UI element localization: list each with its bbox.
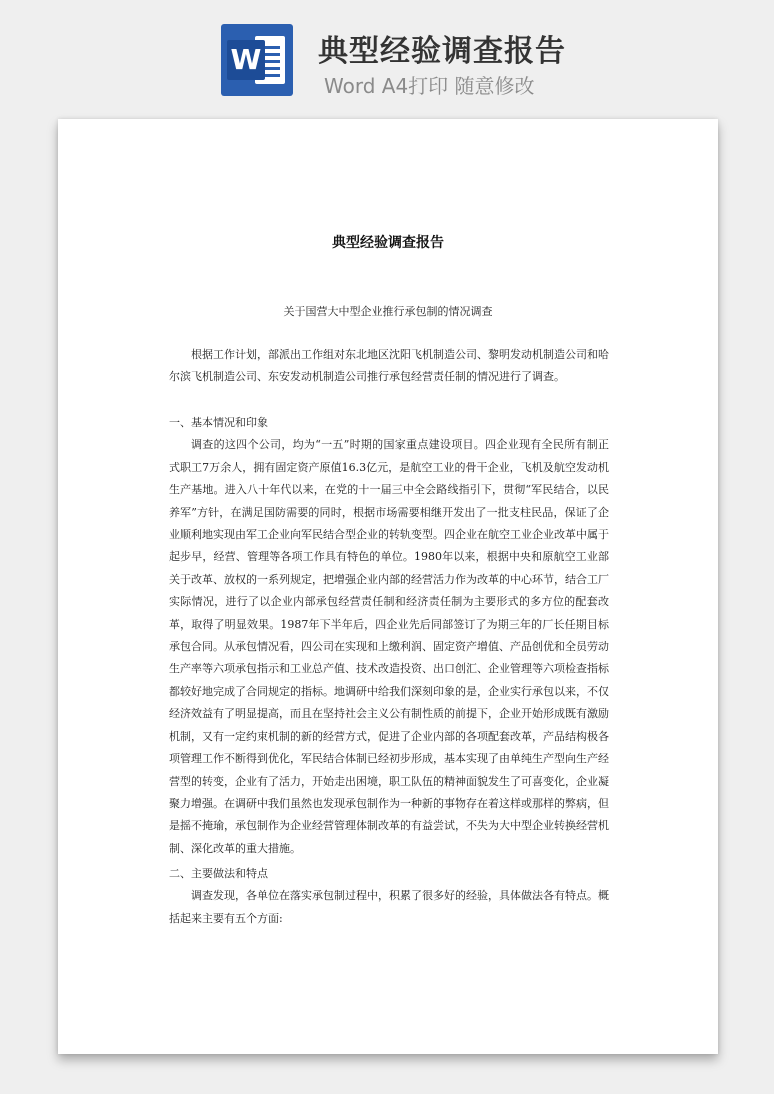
word-letter: W — [230, 43, 262, 76]
header-banner — [0, 0, 774, 112]
document-subtitle: 关于国营大中型企业推行承包制的情况调查 — [283, 305, 493, 318]
intro-paragraph: 根据工作计划，部派出工作组对东北地区沈阳飞机制造公司、黎明发动机制造公司和哈尔滨飞机制造公司、东安发动机制造公司推行承包经营责任制的情况进行了调查。 — [169, 348, 609, 384]
document-page — [58, 119, 718, 1054]
section-1 — [169, 412, 609, 860]
banner-title: 典型经验调查报告 — [318, 34, 566, 69]
section-1-heading: 一、基本情况和印象 — [169, 416, 268, 429]
section-1-paragraph: 调查的这四个公司，均为“一五”时期的国家重点建设项目。四企业现有全民所有制正式职工7万余人，拥有固定资产原值16.3亿元，是航空工业的骨干企业，飞机及航空发动机生产基地。进入八十年代以来，在党的十一届三中全会路线指引下，贯彻“军民结合，以民养军”方针，在满足国防需要的同时，根据市场需要相继开发出了一批支柱民品，保证了企业顺利地实现由军工企业向军民结合型企业的转轨变型。四企业在航空工业企业改革中属于起步早，经营、管理等各项工作具有特色的单位。1980年以来，根据中央和原航空工业部关于改革、放权的一系列规定，把增强企业内部的经营活力作为改革的中心环节，结合工厂实际情况，进行了以企业内部承包经营责任制和经济责任制为主要形式的多方位的配套改革，取得了明显效果。1987年下半年后，四企业先后同部签订了为期三年的厂长任期目标承包合同。从承包情况看，四公司在实现和上缴利润、固定资产增值、产品创优和全员劳动生产率等六项承包指示和工业总产值、技术改造投资、出口创汇、企业管理等六项检查指标都较好地完成了合同规定的指标。地调研中给我们深刻印象的是，企业实行承包以来，不仅经济效益有了明显提高，而且在坚持社会主义公有制性质的前提下，企业开始形成既有激励机制，又有一定约束机制的新的经营方式，促进了企业内部的各项配套改革，产品结构极各项管理工作不断得到优化，军民结合体制已经初步形成，基本实现了由单纯生产型向生产经营型的转变，企业有了活力，开始走出困境，职工队伍的精神面貌发生了可喜变化，企业凝聚力增强。在调研中我们虽然也发现承包制作为一种新的事物存在着这样或那样的弊病，但是摇不掩瑜，承包制作为企业经营管理体制改革的有益尝试，不失为大中型企业转换经营机制、深化改革的重大措施。 — [169, 438, 609, 855]
banner-subtitle: Word A4打印 随意修改 — [324, 74, 535, 98]
document-title: 典型经验调查报告 — [332, 235, 444, 251]
intro-block — [169, 344, 609, 389]
word-document-icon — [221, 24, 293, 96]
section-2 — [169, 863, 609, 930]
section-2-heading: 二、主要做法和特点 — [169, 867, 268, 880]
section-2-paragraph: 调查发现，各单位在落实承包制过程中，积累了很多好的经验，具体做法各有特点。概括起来主要有五个方面: — [169, 889, 609, 925]
